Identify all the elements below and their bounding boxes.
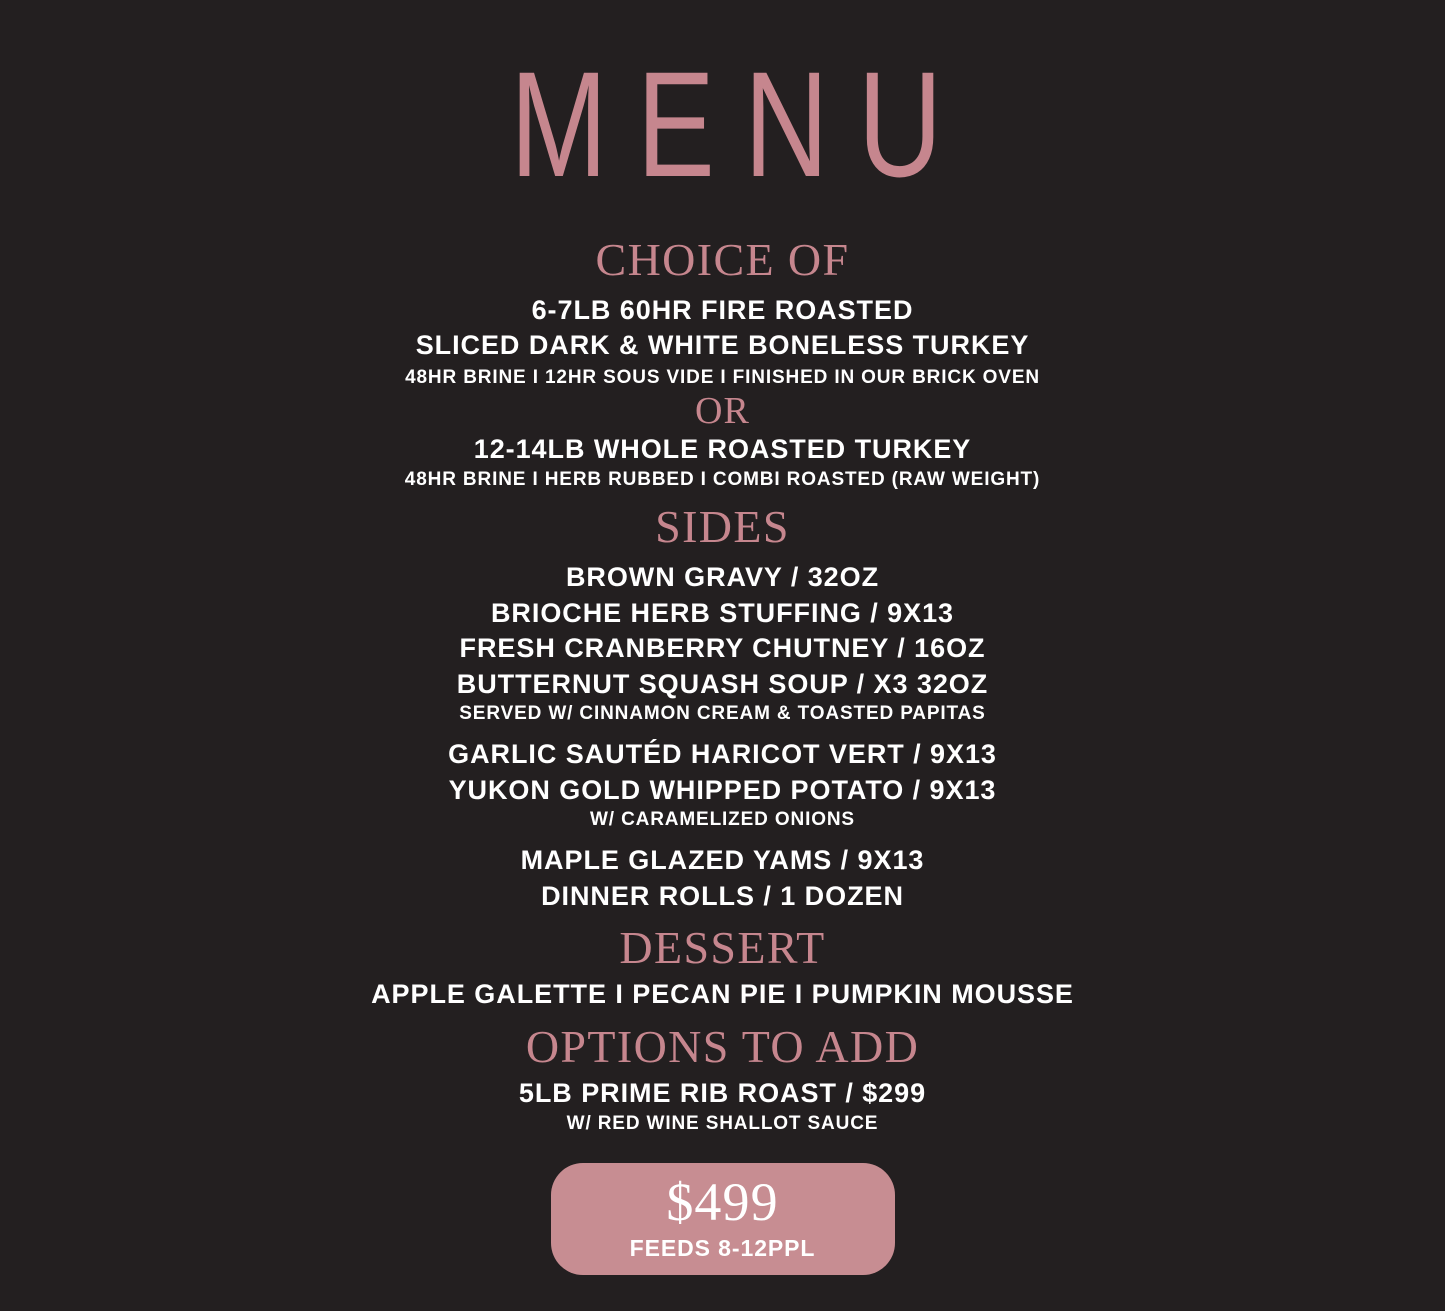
- menu-item-note: 48HR BRINE I HERB RUBBED I COMBI ROASTED (RAW WEIGHT): [404, 469, 1041, 491]
- section-heading-choice-of: CHOICE OF: [595, 233, 850, 285]
- menu-item-line: GARLIC SAUTÉD HARICOT VERT / 9X13: [448, 739, 997, 770]
- menu-item-line: 6-7LB 60HR FIRE ROASTED: [531, 294, 914, 325]
- price-badge: [551, 1163, 895, 1275]
- menu-item-line: 12-14LB WHOLE ROASTED TURKEY: [473, 434, 972, 465]
- menu-item-line: YUKON GOLD WHIPPED POTATO / 9X13: [448, 774, 997, 805]
- menu-item-line: FRESH CRANBERRY CHUTNEY / 16OZ: [459, 633, 986, 664]
- menu-item-line: BRIOCHE HERB STUFFING / 9X13: [490, 597, 955, 628]
- feeds-text: FEEDS 8-12PPL: [629, 1235, 816, 1262]
- menu-item-line: 5LB PRIME RIB ROAST / $299: [518, 1078, 927, 1109]
- menu-item-line: MAPLE GLAZED YAMS / 9X13: [520, 845, 925, 876]
- section-heading-options-to-add: OPTIONS TO ADD: [525, 1021, 920, 1073]
- menu-item-line: APPLE GALETTE I PECAN PIE I PUMPKIN MOUSSE: [371, 979, 1074, 1010]
- or-label: OR: [694, 389, 751, 432]
- menu-item-note: W/ CARAMELIZED ONIONS: [590, 809, 855, 831]
- menu-title: [0, 0, 1445, 208]
- section-heading-dessert: DESSERT: [619, 922, 826, 974]
- menu-item-line: BROWN GRAVY / 32OZ: [565, 561, 880, 592]
- section-heading-sides: SIDES: [655, 500, 790, 552]
- menu-item-note: W/ RED WINE SHALLOT SAUCE: [566, 1112, 879, 1134]
- price-text: $499: [666, 1172, 779, 1233]
- menu-item-note: 48HR BRINE I 12HR SOUS VIDE I FINISHED IN OUR BRICK OVEN: [405, 366, 1040, 388]
- menu-item-line: SLICED DARK & WHITE BONELESS TURKEY: [415, 330, 1030, 361]
- menu-item-note: SERVED W/ CINNAMON CREAM & TOASTED PAPITAS: [459, 703, 986, 725]
- menu-title-text: MENU: [510, 40, 972, 208]
- menu-item-line: DINNER ROLLS / 1 DOZEN: [541, 880, 904, 911]
- menu-item-line: BUTTERNUT SQUASH SOUP / X3 32OZ: [456, 668, 989, 699]
